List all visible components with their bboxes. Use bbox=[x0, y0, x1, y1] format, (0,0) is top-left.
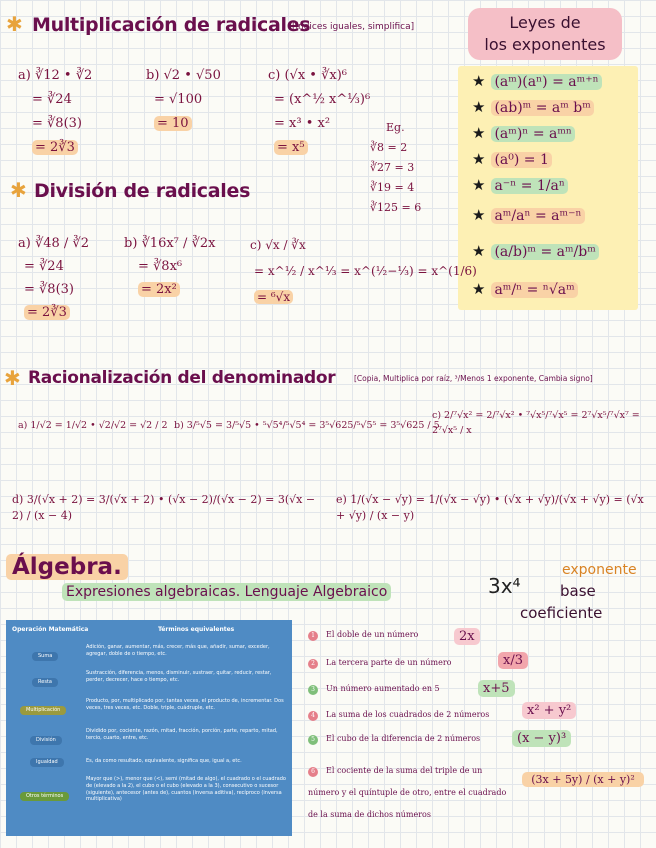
rac-e: e) 1/(√x − √y) = 1/(√x − √y) • (√x + √y)/(√x + √y) = (√x + √y) / (x − y) bbox=[336, 493, 644, 522]
mult-note: [índices iguales, simplifica] bbox=[292, 22, 415, 32]
star-icon: ★ bbox=[472, 176, 486, 194]
alg-title: Álgebra. bbox=[6, 554, 128, 580]
rac-d: d) 3/(√x + 2) = 3/(√x + 2) • (√x − 2)/(√x − 2) = 3(√x − 2) / (x − 4) bbox=[12, 493, 316, 522]
rac-title: Racionalización del denominador bbox=[28, 368, 336, 388]
list-item: 2 La tercera parte de un número bbox=[308, 658, 451, 669]
mult-c: c) (√x • ∛x)⁶ = (x^½ x^⅓)⁶ = x³ • x² = x⁵ bbox=[268, 68, 371, 155]
star-icon: ★ bbox=[472, 206, 486, 224]
list-item: 5 El cubo de la diferencia de 2 números bbox=[308, 734, 480, 745]
answer: (x − y)³ bbox=[512, 730, 571, 747]
star-icon: ✱ bbox=[4, 366, 21, 390]
alg-title-wrap bbox=[6, 554, 128, 580]
star-icon: ★ bbox=[472, 280, 486, 298]
answer: x+5 bbox=[478, 680, 515, 697]
equivalences-table: Operación Matemática Términos equivalentes Suma Adición, ganar, aumentar, más, crecer, más que, añadir, sumar, exceder, agregar, doble de o tiempo, etc. Resta Sustracción, diferencia, menos, disminuir, sustraer, quitar, reducir, restar, perder, decrecer, hace o tiempo, etc. Multiplicación Producto, por, multiplicado por, tantas veces, el producto de, incrementar. Dos veces, tres veces, etc. Doble, triple, cuádruple, etc. División Dividido por, cociente, razón, mitad, fracción, porción, parte, reparto, mitad, tercio, cuarto, entre, etc. Igualdad Es, da como resultado, equivalente, significa que, igual a, etc. Otros términos Mayor que (>), menor que (<), semi (mitad de algo), el cuadrado o el cuadrado de (elevado a la 2), el cubo o el cubo (elevado a la 3), consecutivo o sucesor (siguiente), antecesor (antes de), cuantos (inversa aditiva), recíproco (inversa multiplicativa) bbox=[6, 620, 292, 836]
div-c: c) √x / ∛x = x^½ / x^⅓ = x^(½−⅓) = x^(1/6) = ⁶√x bbox=[250, 238, 477, 304]
table-header-op: Operación Matemática bbox=[12, 626, 89, 633]
mult-title: Multiplicación de radicales bbox=[32, 14, 311, 36]
star-icon: ★ bbox=[472, 150, 486, 168]
div-b: b) ∛16x⁷ / ∛2x = ∛8x⁶ = 2x² bbox=[124, 236, 216, 297]
alg-subtitle: Expresiones algebraicas. Lenguaje Algebraico bbox=[62, 584, 391, 600]
answer: x/3 bbox=[498, 652, 528, 669]
lang-list bbox=[308, 626, 652, 836]
star-icon: ✱ bbox=[10, 178, 27, 202]
div-a: a) ∛48 / ∛2 = ∛24 = ∛8(3) = 2∛3 bbox=[18, 236, 89, 320]
star-icon: ✱ bbox=[6, 12, 23, 36]
term-diagram bbox=[486, 560, 652, 624]
term: 3x⁴ bbox=[488, 574, 521, 598]
list-item: 3 Un número aumentado en 5 bbox=[308, 684, 440, 695]
answer: x² + y² bbox=[522, 702, 576, 719]
list-item: 4 La suma de los cuadrados de 2 números bbox=[308, 710, 489, 721]
div-section bbox=[6, 176, 477, 351]
term-coef-label: coeficiente bbox=[520, 604, 603, 622]
term-base-label: base bbox=[560, 582, 596, 600]
rac-section bbox=[4, 364, 652, 544]
term-exponent-label: exponente bbox=[562, 562, 637, 578]
rac-note: [Copia, Multiplica por raíz, ³/Menos 1 exponente, Cambia signo] bbox=[354, 374, 593, 383]
mult-b: b) √2 • √50 = √100 = 10 bbox=[146, 68, 221, 131]
star-icon: ★ bbox=[472, 72, 486, 90]
star-icon: ★ bbox=[472, 98, 486, 116]
list-item: 6 El cociente de la suma del triple de un número y el quíntuple de otro, entre el cuadrado de la suma de dichos números bbox=[308, 766, 507, 819]
answer: (3x + 5y) / (x + y)² bbox=[522, 772, 644, 787]
mult-a: a) ∛12 • ∛2 = ∛24 = ∛8(3) = 2∛3 bbox=[18, 68, 93, 155]
rac-a: a) 1/√2 = 1/√2 • √2/√2 = √2 / 2 bbox=[18, 420, 168, 431]
table-header-terms: Términos equivalentes bbox=[158, 626, 235, 633]
star-icon: ★ bbox=[472, 242, 486, 260]
div-title: División de radicales bbox=[34, 180, 251, 202]
eg-list: Eg. ∛8 = 2 ∛27 = 3 ∛19 = 4 ∛125 = 6 bbox=[370, 121, 422, 214]
star-icon: ★ bbox=[472, 124, 486, 142]
answer: 2x bbox=[454, 628, 480, 645]
list-item: 1 El doble de un número bbox=[308, 630, 418, 641]
laws-title-box: Leyes de los exponentes bbox=[468, 8, 622, 60]
rac-c: c) 2/⁷√x² = 2/⁷√x² • ⁷√x⁵/⁷√x⁵ = 2⁷√x⁵/⁷√x⁷ = 2⁷√x⁵ / x bbox=[432, 410, 640, 436]
rac-b: b) 3/⁵√5 = 3/⁵√5 • ⁵√5⁴/⁵√5⁴ = 3⁵√625/⁵√5⁵ = 3⁵√625 / 5 bbox=[174, 420, 440, 431]
laws-box: ★ (aᵐ)(aⁿ) = aᵐ⁺ⁿ ★ (ab)ᵐ = aᵐ bᵐ ★ (aᵐ)ⁿ = aᵐⁿ ★ (a⁰) = 1 ★ a⁻ⁿ = 1/aⁿ ★ aᵐ/aⁿ = aᵐ⁻ⁿ ★ (a/b)ᵐ = aᵐ/bᵐ ★ aᵐ/ⁿ = ⁿ√aᵐ bbox=[458, 66, 638, 310]
